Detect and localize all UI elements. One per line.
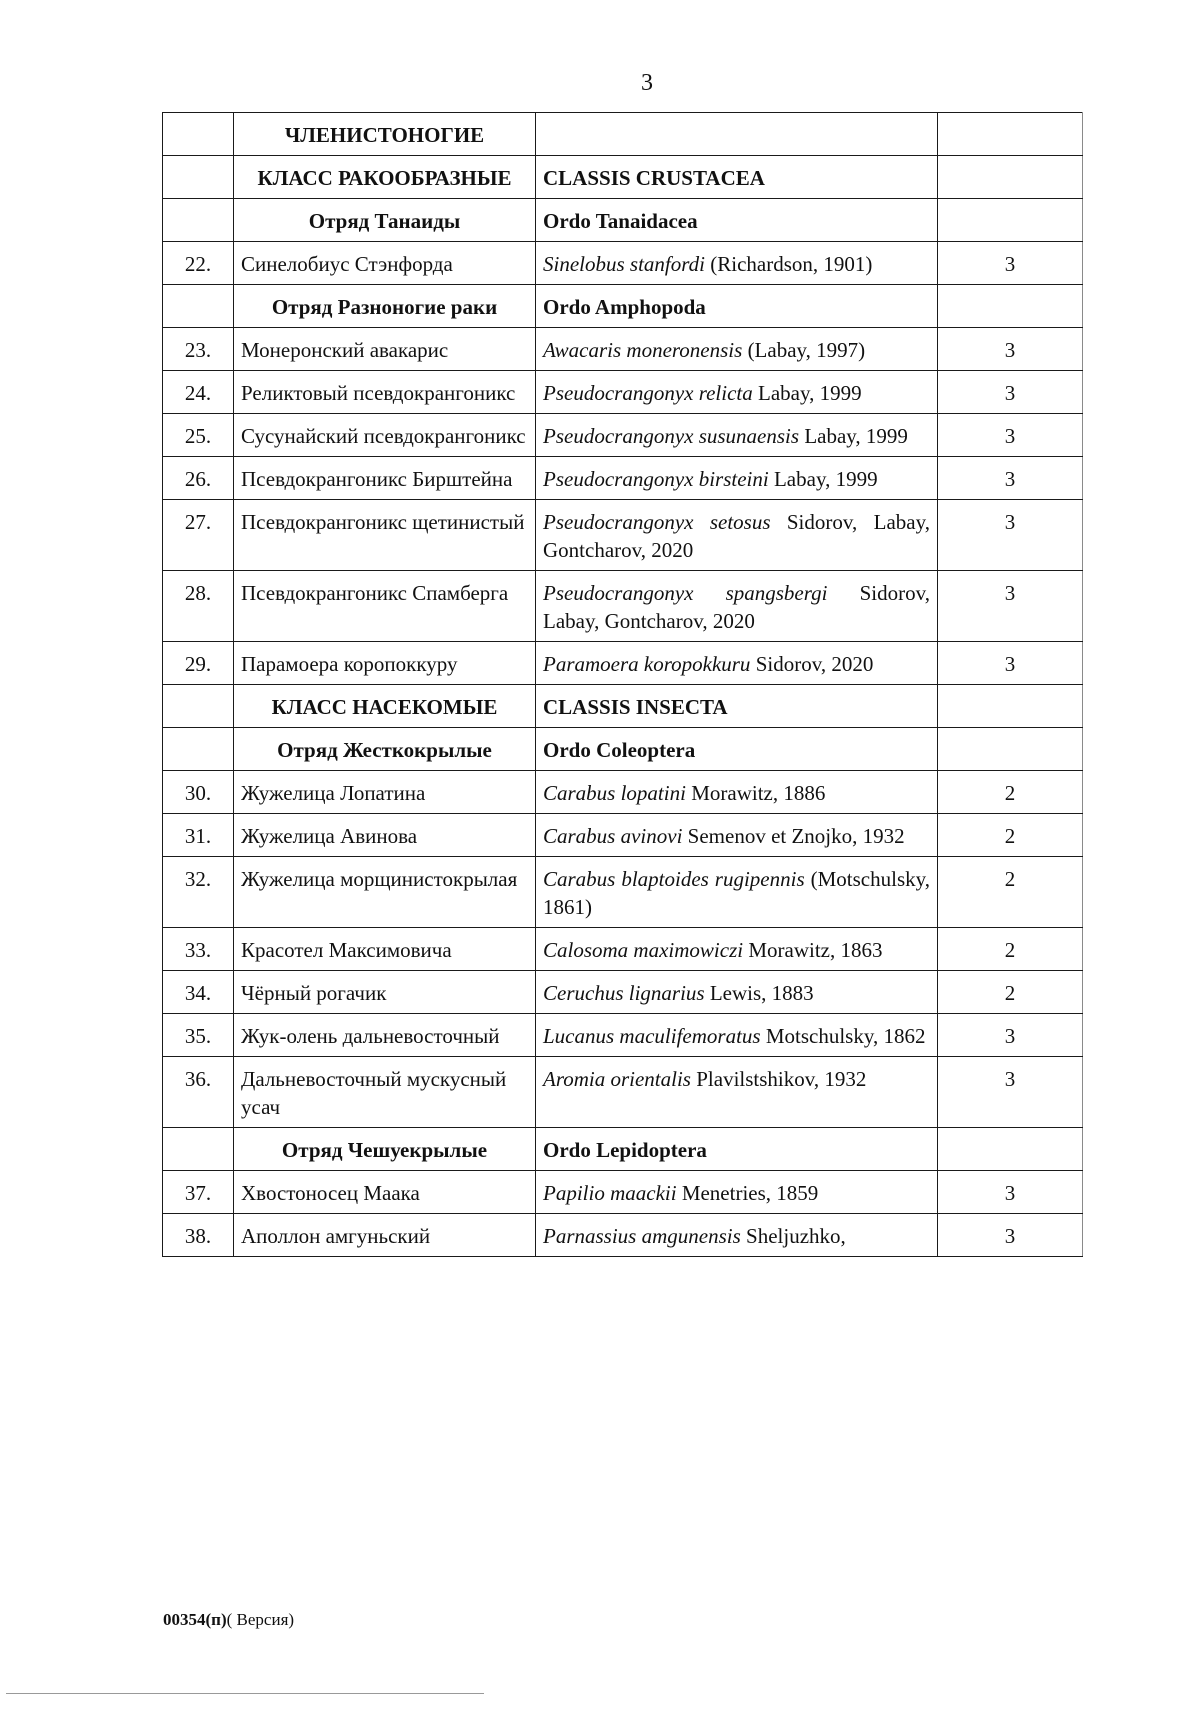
table-row [163, 771, 1083, 814]
latin-name: Ordo Lepidoptera [536, 1128, 938, 1171]
row-number: 30. [163, 771, 234, 814]
russian-name: Отряд Танаиды [234, 199, 536, 242]
rarity-category [938, 113, 1083, 156]
rarity-category: 3 [938, 1214, 1083, 1257]
latin-name [536, 1057, 938, 1128]
latin-authority: Labay, 1999 [799, 424, 908, 448]
rarity-category: 2 [938, 857, 1083, 928]
russian-name: Жужелица Авинова [234, 814, 536, 857]
russian-name: Синелобиус Стэнфорда [234, 242, 536, 285]
latin-name [536, 328, 938, 371]
row-number [163, 285, 234, 328]
table-row [163, 371, 1083, 414]
latin-name [536, 457, 938, 500]
russian-name: Псевдокрангоникс щетинистый [234, 500, 536, 571]
row-number [163, 199, 234, 242]
latin-authority: (Labay, 1997) [742, 338, 866, 362]
latin-name [536, 814, 938, 857]
latin-authority: Plavilstshikov, 1932 [690, 1067, 867, 1091]
table-row [163, 642, 1083, 685]
latin-authority: (Richardson, 1901) [704, 252, 873, 276]
rarity-category [938, 156, 1083, 199]
russian-name: Жук-олень дальневосточный [234, 1014, 536, 1057]
latin-authority: Sidorov, 2020 [750, 652, 874, 676]
latin-name [536, 928, 938, 971]
table-row [163, 928, 1083, 971]
row-number: 29. [163, 642, 234, 685]
russian-name: Отряд Разноногие раки [234, 285, 536, 328]
latin-name [536, 971, 938, 1014]
russian-name: Хвостоносец Маака [234, 1171, 536, 1214]
row-number: 34. [163, 971, 234, 1014]
latin-binomial: Carabus blaptoides rugipennis [543, 867, 805, 891]
latin-authority: Semenov et Znojko, 1932 [682, 824, 905, 848]
rarity-category [938, 285, 1083, 328]
latin-binomial: Sinelobus stanfordi [543, 252, 705, 276]
latin-binomial: Aromia orientalis [543, 1067, 691, 1091]
rarity-category: 2 [938, 928, 1083, 971]
rarity-category [938, 685, 1083, 728]
table-row [163, 571, 1083, 642]
latin-name [536, 242, 938, 285]
latin-name [536, 1014, 938, 1057]
rarity-category [938, 728, 1083, 771]
russian-name: Реликтовый псевдокрангоникс [234, 371, 536, 414]
table-row [163, 457, 1083, 500]
table-row [163, 242, 1083, 285]
latin-name [536, 571, 938, 642]
page-number: 3 [641, 70, 653, 96]
row-number: 33. [163, 928, 234, 971]
russian-name: Чёрный рогачик [234, 971, 536, 1014]
table-row [163, 814, 1083, 857]
bottom-rule [6, 1693, 484, 1694]
rarity-category: 3 [938, 371, 1083, 414]
latin-name: Ordo Coleoptera [536, 728, 938, 771]
section-header-row [163, 285, 1083, 328]
russian-name: ЧЛЕНИСТОНОГИЕ [234, 113, 536, 156]
species-table [162, 112, 1083, 1257]
latin-name [536, 1171, 938, 1214]
rarity-category: 2 [938, 971, 1083, 1014]
row-number: 37. [163, 1171, 234, 1214]
rarity-category: 2 [938, 771, 1083, 814]
latin-name: Ordo Tanaidacea [536, 199, 938, 242]
latin-binomial: Pseudocrangonyx setosus [543, 510, 771, 534]
latin-binomial: Carabus lopatini [543, 781, 686, 805]
latin-authority: Motschulsky, 1862 [760, 1024, 926, 1048]
latin-binomial: Pseudocrangonyx birsteini [543, 467, 769, 491]
rarity-category: 3 [938, 1014, 1083, 1057]
row-number: 25. [163, 414, 234, 457]
table-row [163, 1014, 1083, 1057]
table-row [163, 328, 1083, 371]
latin-binomial: Ceruchus lignarius [543, 981, 705, 1005]
section-header-row [163, 199, 1083, 242]
row-number [163, 728, 234, 771]
latin-authority: Sheljuzhko, [740, 1224, 846, 1248]
section-header-row [163, 1128, 1083, 1171]
rarity-category [938, 199, 1083, 242]
russian-name: Жужелица Лопатина [234, 771, 536, 814]
row-number [163, 113, 234, 156]
latin-authority: Morawitz, 1863 [743, 938, 883, 962]
latin-authority: Menetries, 1859 [676, 1181, 819, 1205]
russian-name: КЛАСС НАСЕКОМЫЕ [234, 685, 536, 728]
russian-name: Сусунайский псевдокрангоникс [234, 414, 536, 457]
russian-name: Аполлон амгуньский [234, 1214, 536, 1257]
rarity-category: 3 [938, 242, 1083, 285]
russian-name: Парамоера коропоккуру [234, 642, 536, 685]
latin-binomial: Pseudocrangonyx susunaensis [543, 424, 800, 448]
row-number: 24. [163, 371, 234, 414]
rarity-category: 3 [938, 500, 1083, 571]
latin-binomial: Parnassius amgunensis [543, 1224, 741, 1248]
latin-binomial: Paramoera koropokkuru [543, 652, 751, 676]
latin-authority: Sidorov, Labay, Gontcharov, 2020 [543, 581, 930, 633]
latin-binomial: Pseudocrangonyx spangsbergi [543, 581, 828, 605]
russian-name: Монеронский авакарис [234, 328, 536, 371]
table-row [163, 500, 1083, 571]
latin-binomial: Lucanus maculifemoratus [543, 1024, 761, 1048]
table-row [163, 1214, 1083, 1257]
latin-name [536, 113, 938, 156]
latin-binomial: Awacaris moneronensis [543, 338, 743, 362]
rarity-category [938, 1128, 1083, 1171]
rarity-category: 3 [938, 1057, 1083, 1128]
row-number [163, 685, 234, 728]
row-number: 32. [163, 857, 234, 928]
latin-authority: Labay, 1999 [752, 381, 862, 405]
latin-name: CLASSIS INSECTA [536, 685, 938, 728]
document-code: 00354(п) [163, 1610, 227, 1629]
rarity-category: 3 [938, 642, 1083, 685]
rarity-category: 3 [938, 328, 1083, 371]
russian-name: Красотел Максимовича [234, 928, 536, 971]
latin-binomial: Carabus avinovi [543, 824, 683, 848]
row-number [163, 1128, 234, 1171]
section-header-row [163, 113, 1083, 156]
document-footer [163, 1610, 294, 1630]
russian-name: КЛАСС РАКООБРАЗНЫЕ [234, 156, 536, 199]
latin-name [536, 857, 938, 928]
russian-name: Псевдокрангоникс Бирштейна [234, 457, 536, 500]
latin-authority: Labay, 1999 [768, 467, 878, 491]
section-header-row [163, 728, 1083, 771]
russian-name: Псевдокрангоникс Спамберга [234, 571, 536, 642]
russian-name: Отряд Чешуекрылые [234, 1128, 536, 1171]
table-row [163, 1057, 1083, 1128]
latin-name [536, 771, 938, 814]
russian-name: Дальневосточный мускусный усач [234, 1057, 536, 1128]
table-row [163, 1171, 1083, 1214]
latin-name [536, 1214, 938, 1257]
row-number: 31. [163, 814, 234, 857]
latin-name: CLASSIS CRUSTACEA [536, 156, 938, 199]
latin-authority: (Motschulsky, 1861) [543, 867, 931, 919]
row-number: 27. [163, 500, 234, 571]
row-number: 36. [163, 1057, 234, 1128]
row-number: 22. [163, 242, 234, 285]
rarity-category: 3 [938, 457, 1083, 500]
document-version: ( Версия) [226, 1610, 295, 1629]
row-number: 23. [163, 328, 234, 371]
table-row [163, 414, 1083, 457]
table-row [163, 857, 1083, 928]
latin-binomial: Papilio maackii [543, 1181, 677, 1205]
latin-name [536, 414, 938, 457]
row-number: 38. [163, 1214, 234, 1257]
latin-binomial: Calosoma maximowiczi [543, 938, 744, 962]
latin-name [536, 642, 938, 685]
rarity-category: 3 [938, 571, 1083, 642]
rarity-category: 3 [938, 414, 1083, 457]
section-header-row [163, 685, 1083, 728]
latin-authority: Sidorov, Labay, Gontcharov, 2020 [543, 510, 930, 562]
russian-name: Жужелица морщинистокрылая [234, 857, 536, 928]
rarity-category: 2 [938, 814, 1083, 857]
row-number: 28. [163, 571, 234, 642]
latin-authority: Lewis, 1883 [704, 981, 814, 1005]
russian-name: Отряд Жесткокрылые [234, 728, 536, 771]
section-header-row [163, 156, 1083, 199]
latin-name [536, 500, 938, 571]
row-number: 26. [163, 457, 234, 500]
table-row [163, 971, 1083, 1014]
row-number [163, 156, 234, 199]
latin-name: Ordo Amphopoda [536, 285, 938, 328]
latin-binomial: Pseudocrangonyx relicta [543, 381, 753, 405]
row-number: 35. [163, 1014, 234, 1057]
latin-name [536, 371, 938, 414]
latin-authority: Morawitz, 1886 [685, 781, 826, 805]
rarity-category: 3 [938, 1171, 1083, 1214]
